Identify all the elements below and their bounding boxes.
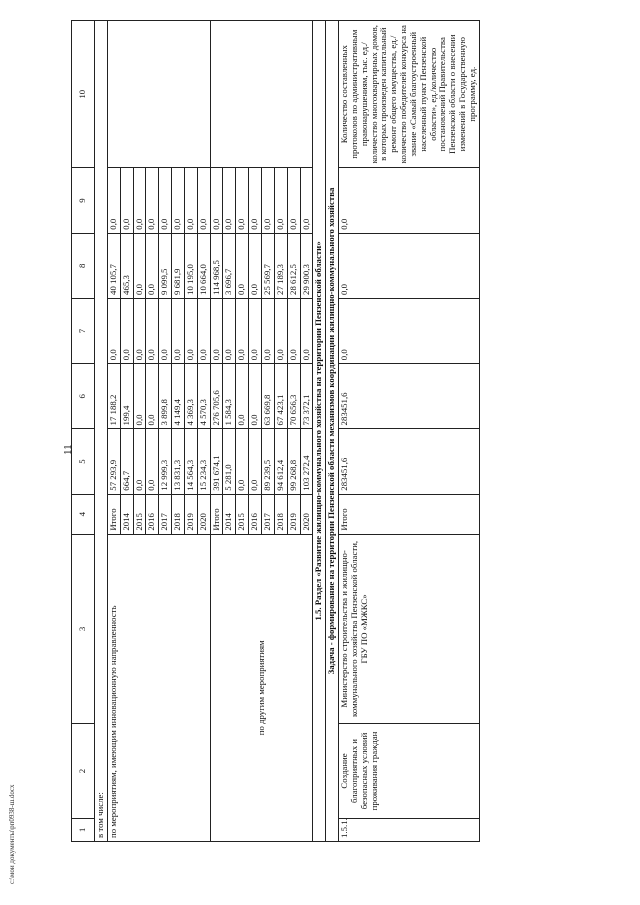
value-cell: 0,0 xyxy=(261,298,274,363)
value-cell: 199,4 xyxy=(120,364,133,429)
value-cell: 3 696,7 xyxy=(223,233,236,298)
value-cell: 0,0 xyxy=(210,298,223,363)
year-cell: 2017 xyxy=(261,494,274,534)
year-cell: 2014 xyxy=(223,494,236,534)
value-cell: 4 369,3 xyxy=(184,364,197,429)
value-cell: 0,0 xyxy=(339,298,480,363)
header-cell: 9 xyxy=(72,168,95,233)
value-cell: 0,0 xyxy=(184,298,197,363)
value-cell: 9 681,9 xyxy=(172,233,185,298)
value-cell: 1 584,3 xyxy=(223,364,236,429)
value-cell: 0,0 xyxy=(133,429,146,494)
year-cell: 2016 xyxy=(249,494,262,534)
value-cell: 0,0 xyxy=(249,429,262,494)
value-cell: 0,0 xyxy=(159,168,172,233)
value-cell: 0,0 xyxy=(210,168,223,233)
header-row xyxy=(72,21,95,842)
header-cell: 7 xyxy=(72,298,95,363)
table-row xyxy=(210,21,223,842)
year-cell: 2018 xyxy=(274,494,287,534)
year-cell: 2020 xyxy=(197,494,210,534)
table-row xyxy=(107,21,120,842)
value-cell: 283451,6 xyxy=(339,429,480,494)
value-cell: 40 105,7 xyxy=(107,233,120,298)
value-cell: 12 999,3 xyxy=(159,429,172,494)
task-title: Задача - формирование на территории Пензенской области механизмов координации жилищно-коммунального хозяйства xyxy=(326,21,339,842)
value-cell: 0,0 xyxy=(197,168,210,233)
year-cell: 2019 xyxy=(287,494,300,534)
value-cell: 70 656,3 xyxy=(287,364,300,429)
value-cell: 0,0 xyxy=(300,168,313,233)
rotated-table-container xyxy=(71,20,597,842)
value-cell: 391 674,1 xyxy=(210,429,223,494)
header-cell: 4 xyxy=(72,494,95,534)
value-cell: 5 281,0 xyxy=(223,429,236,494)
value-cell: 0,0 xyxy=(287,168,300,233)
intro-label: в том числе: xyxy=(95,21,108,842)
item-number: 1.5.1. xyxy=(339,818,480,841)
value-cell: 27 189,3 xyxy=(274,233,287,298)
value-cell: 17 188,2 xyxy=(107,364,120,429)
value-cell: 0,0 xyxy=(236,168,249,233)
value-cell: 10 195,0 xyxy=(184,233,197,298)
value-cell: 114 968,5 xyxy=(210,233,223,298)
value-cell: 0,0 xyxy=(261,168,274,233)
value-cell: 0,0 xyxy=(223,168,236,233)
item-name: Создание благоприятных и безопасных условий проживания граждан xyxy=(339,724,480,819)
value-cell: 99 268,8 xyxy=(287,429,300,494)
header-cell: 3 xyxy=(72,534,95,723)
year-cell: 2020 xyxy=(300,494,313,534)
value-cell: 0,0 xyxy=(146,298,159,363)
value-cell: 0,0 xyxy=(146,233,159,298)
value-cell: 0,0 xyxy=(339,233,480,298)
year-cell: 2019 xyxy=(184,494,197,534)
value-cell: 0,0 xyxy=(184,168,197,233)
value-cell: 0,0 xyxy=(172,168,185,233)
other-group-label: по другим мероприятиям xyxy=(210,534,313,841)
value-cell: 0,0 xyxy=(107,298,120,363)
value-cell: 0,0 xyxy=(249,233,262,298)
indicator-empty xyxy=(210,21,313,168)
value-cell: 0,0 xyxy=(146,429,159,494)
year-cell: 2015 xyxy=(236,494,249,534)
indicator-empty xyxy=(107,21,210,168)
value-cell: 0,0 xyxy=(249,364,262,429)
year-cell: 2018 xyxy=(172,494,185,534)
section-row xyxy=(313,21,326,842)
budget-table xyxy=(71,20,480,842)
value-cell: 0,0 xyxy=(146,364,159,429)
header-cell: 6 xyxy=(72,364,95,429)
value-cell: 4 570,3 xyxy=(197,364,210,429)
header-cell: 10 xyxy=(72,21,95,168)
value-cell: 63 669,8 xyxy=(261,364,274,429)
value-cell: 0,0 xyxy=(339,168,480,233)
value-cell: 57 293,9 xyxy=(107,429,120,494)
value-cell: 3 899,8 xyxy=(159,364,172,429)
header-cell: 5 xyxy=(72,429,95,494)
value-cell: 14 564,3 xyxy=(184,429,197,494)
header-cell: 1 xyxy=(72,818,95,841)
value-cell: 0,0 xyxy=(197,298,210,363)
header-cell: 8 xyxy=(72,233,95,298)
value-cell: 9 099,5 xyxy=(159,233,172,298)
value-cell: 465,3 xyxy=(120,233,133,298)
value-cell: 0,0 xyxy=(223,298,236,363)
value-cell: 0,0 xyxy=(133,364,146,429)
value-cell: 4 149,4 xyxy=(172,364,185,429)
value-cell: 0,0 xyxy=(120,298,133,363)
value-cell: 0,0 xyxy=(300,298,313,363)
value-cell: 10 664,0 xyxy=(197,233,210,298)
value-cell: 0,0 xyxy=(287,298,300,363)
item-indicator: Количество составленных протоколов по административным правонарушениям, тыс. ед./количество многоквартирных домов, в которых произведен капитальный ремонт общего имущества, ед./количество победителей конкурса на звание «Самый благоустроенный населенный пункт Пензенской области», ед./количество постановлений Правительства Пензенской области о внесении изменений в Государственную программу, ед. xyxy=(339,21,480,168)
value-cell: 67 423,1 xyxy=(274,364,287,429)
value-cell: 0,0 xyxy=(274,168,287,233)
value-cell: 0,0 xyxy=(249,168,262,233)
value-cell: 29 900,3 xyxy=(300,233,313,298)
value-cell: 0,0 xyxy=(236,298,249,363)
value-cell: 0,0 xyxy=(159,298,172,363)
footer-file-path: c:\мои документы\рп0938-ш.docx xyxy=(8,784,16,884)
value-cell: 0,0 xyxy=(172,298,185,363)
value-cell: 276 705,6 xyxy=(210,364,223,429)
value-cell: 0,0 xyxy=(133,168,146,233)
header-cell: 2 xyxy=(72,724,95,819)
value-cell: 13 831,3 xyxy=(172,429,185,494)
year-cell: 2014 xyxy=(120,494,133,534)
year-cell: Итого xyxy=(210,494,223,534)
value-cell: 0,0 xyxy=(120,168,133,233)
innovative-group-label: по мероприятиям, имеющим инновационную направленность xyxy=(107,534,210,841)
value-cell: 15 234,3 xyxy=(197,429,210,494)
value-cell: 0,0 xyxy=(133,298,146,363)
value-cell: 94 612,4 xyxy=(274,429,287,494)
year-cell: 2017 xyxy=(159,494,172,534)
year-cell: 2016 xyxy=(146,494,159,534)
task-row xyxy=(326,21,339,842)
value-cell: 0,0 xyxy=(236,364,249,429)
section-title: 1.5. Раздел «Развитие жилищно-коммунального хозяйства на территории Пензенской области» xyxy=(313,21,326,842)
value-cell: 283451,6 xyxy=(339,364,480,429)
intro-row xyxy=(95,21,108,842)
value-cell: 89 239,5 xyxy=(261,429,274,494)
item-executor: Министерство строительства и жилищно-коммунального хозяйства Пензенской области, ГБУ ПО «МЖКС» xyxy=(339,534,480,723)
value-cell: 0,0 xyxy=(236,233,249,298)
page-number: 11 xyxy=(62,444,74,455)
value-cell: 0,0 xyxy=(236,429,249,494)
year-cell: 2015 xyxy=(133,494,146,534)
value-cell: 73 372,1 xyxy=(300,364,313,429)
value-cell: 0,0 xyxy=(274,298,287,363)
value-cell: 103 272,4 xyxy=(300,429,313,494)
value-cell: 25 569,7 xyxy=(261,233,274,298)
value-cell: 28 612,5 xyxy=(287,233,300,298)
year-cell: Итого xyxy=(339,494,480,534)
year-cell: Итого xyxy=(107,494,120,534)
value-cell: 664,7 xyxy=(120,429,133,494)
value-cell: 0,0 xyxy=(249,298,262,363)
value-cell: 0,0 xyxy=(133,233,146,298)
value-cell: 0,0 xyxy=(107,168,120,233)
value-cell: 0,0 xyxy=(146,168,159,233)
item-row xyxy=(339,21,480,842)
